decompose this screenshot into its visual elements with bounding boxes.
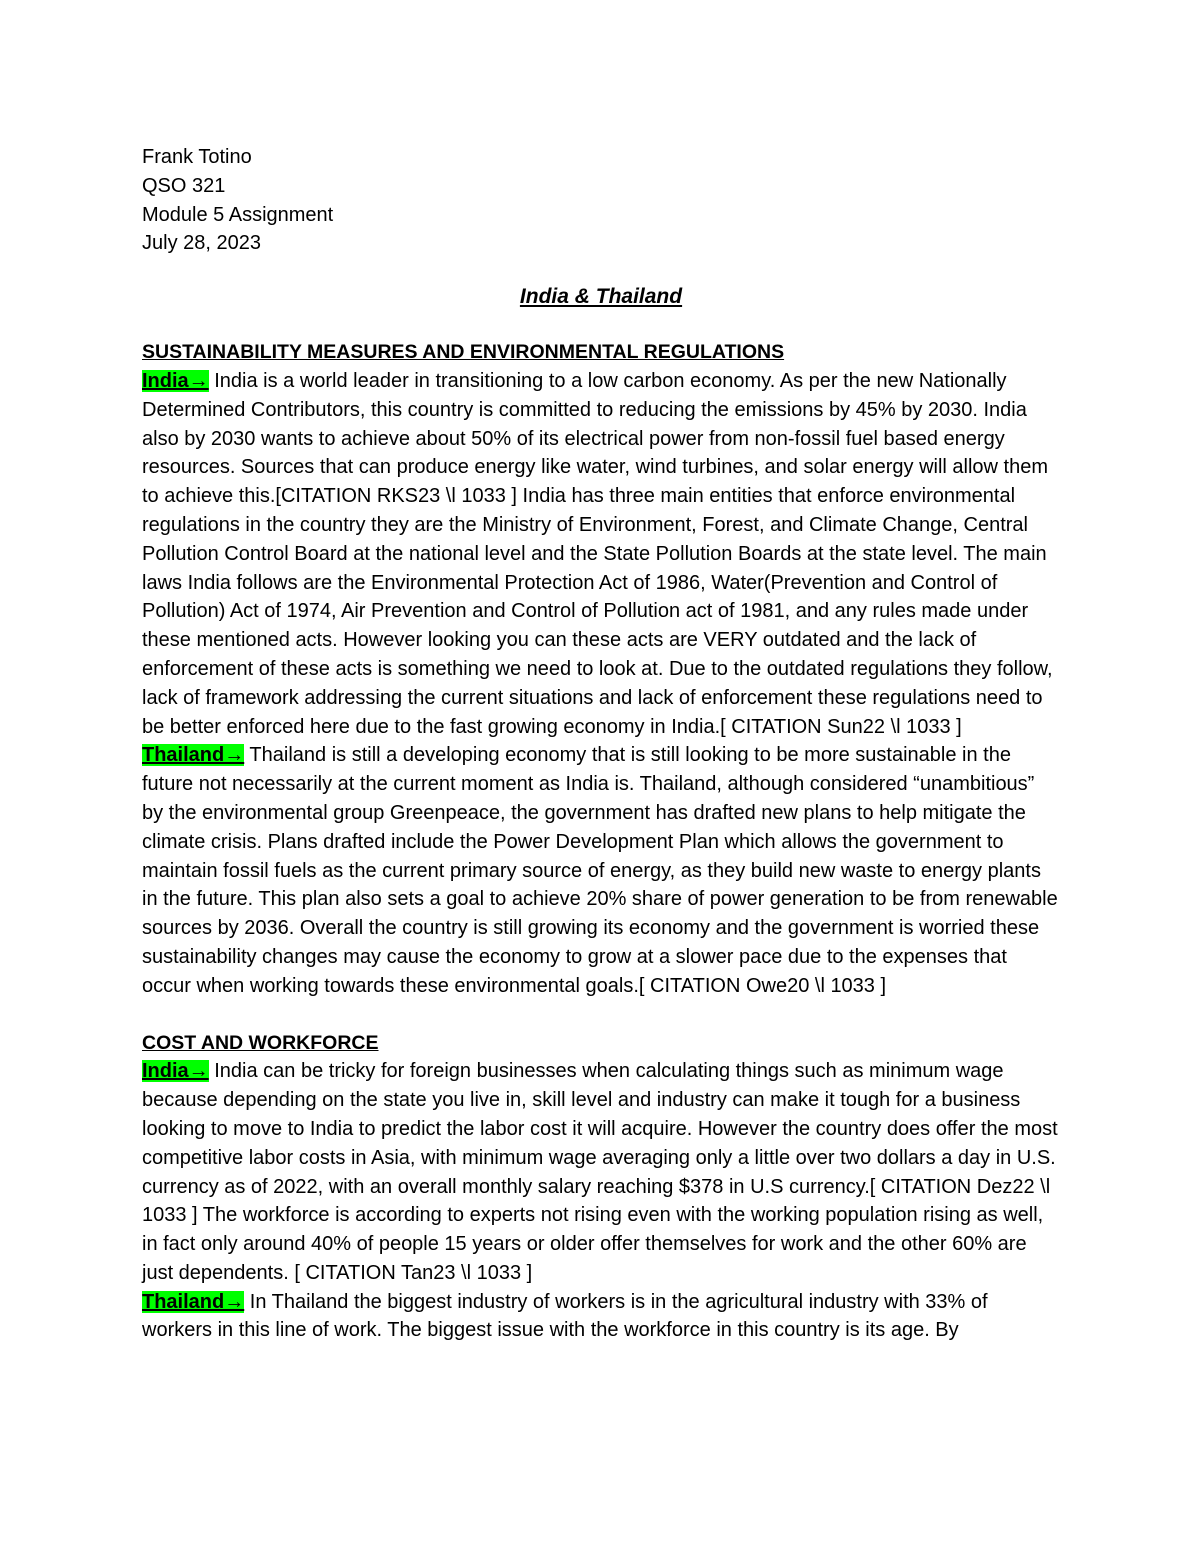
country-tag-thailand: Thailand→ (142, 1290, 245, 1313)
document-header (142, 143, 1060, 258)
paragraph-text: India is a world leader in transitioning to a low carbon economy. As per the new Nationally Determined Contributors, this country is committed to reducing the emissions by 45% by 2030. India also by 2030 wants to achieve about 50% of its electrical power from non-fossil fuel based energy resources. Sources that can produce energy like water, wind turbines, and solar energy will allow them to achieve this.[CITATION RKS23 \l 1033 ] India has three main entities that enforce environmental regulations in the country they are the Ministry of Environment, Forest, and Climate Change, Central Pollution Control Board at the national level and the State Pollution Boards at the state level. The main laws India follows are the Environmental Protection Act of 1986, Water(Prevention and Control of Pollution) Act of 1974, Air Prevention and Control of Pollution act of 1981, and any rules made under these mentioned acts. However looking you can these acts are VERY outdated and the lack of enforcement of these acts is something we need to look at. Due to the outdated regulations they follow, lack of framework addressing the current situations and lack of enforcement these regulations need to be better enforced here due to the fast growing economy in India.[ CITATION Sun22 \l 1033 ] (142, 369, 1053, 738)
document-date: July 28, 2023 (142, 232, 261, 255)
india-paragraph (142, 1057, 1060, 1287)
country-tag-india: India→ (142, 369, 209, 392)
section-heading: SUSTAINABILITY MEASURES AND ENVIRONMENTAL REGULATIONS (142, 341, 785, 364)
assignment-name: Module 5 Assignment (142, 203, 334, 226)
section-heading: COST AND WORKFORCE (142, 1031, 379, 1054)
thailand-paragraph (142, 1288, 1060, 1346)
paragraph-text: India can be tricky for foreign businesses when calculating things such as minimum wage because depending on the state you live in, skill level and industry can make it tough for a business looking to move to India to predict the labor cost it will acquire. However the country does offer the most competitive labor costs in Asia, with minimum wage averaging only a little over two dollars a day in U.S. currency as of 2022, with an overall monthly salary reaching $378 in U.S currency.[ CITATION Dez22 \l 1033 ] The workforce is according to experts not rising even with the working population rising as well, in fact only around 40% of people 15 years or older offer themselves for work and the other 60% are just dependents. [ CITATION Tan23 \l 1033 ] (142, 1060, 1058, 1284)
thailand-paragraph (142, 741, 1060, 1000)
course-code: QSO 321 (142, 174, 226, 197)
section-spacer (142, 1001, 1060, 1029)
paragraph-text: Thailand is still a developing economy that is still looking to be more sustainable in the future not necessarily at the current moment as India is. Thailand, although considered “unambitious” by the environmental group Greenpeace, the government has drafted new plans to help mitigate the climate crisis. Plans drafted include the Power Development Plan which allows the government to maintain fossil fuels as the current primary source of energy, as they build new waste to energy plants in the future. This plan also sets a goal to achieve 20% share of power generation to be from renewable sources by 2036. Overall the country is still growing its economy and the government is worried these sustainability changes may cause the economy to grow at a slower pace due to the expenses that occur when working towards these environmental goals.[ CITATION Owe20 \l 1033 ] (142, 744, 1058, 997)
document-title: India & Thailand (519, 285, 683, 309)
india-paragraph (142, 367, 1060, 741)
country-tag-thailand: Thailand→ (142, 744, 245, 767)
section-cost-workforce (142, 1029, 1060, 1346)
section-sustainability (142, 338, 1060, 1000)
paragraph-text: In Thailand the biggest industry of workers is in the agricultural industry with 33% of workers in this line of work. The biggest issue with the workforce in this country is its age. By (142, 1290, 988, 1342)
author-name: Frank Totino (142, 146, 252, 168)
country-tag-india: India→ (142, 1060, 209, 1083)
